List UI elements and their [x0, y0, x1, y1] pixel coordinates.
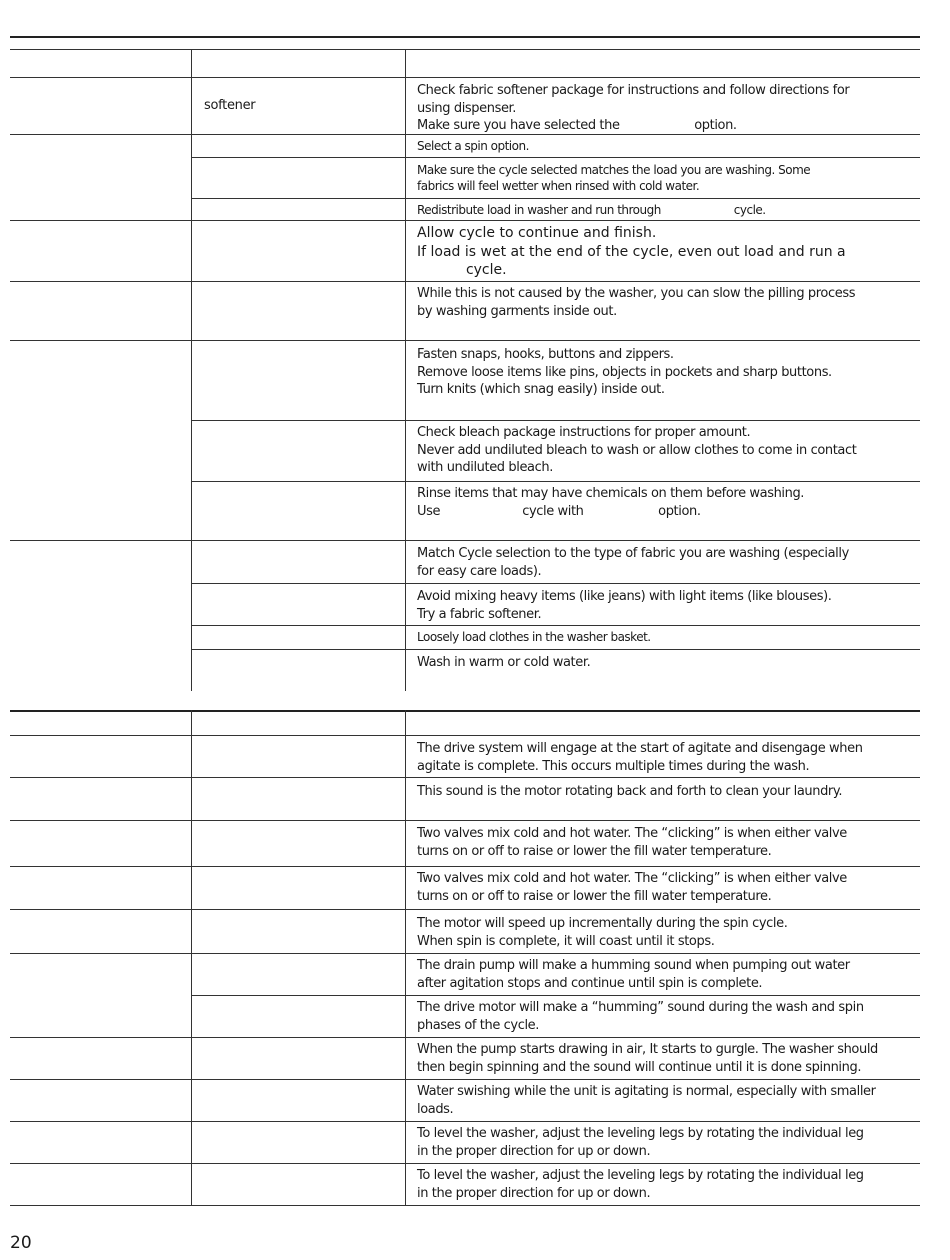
row-divider [192, 198, 920, 199]
explanation-cell: Water swishing while the unit is agitating is normal, especially with smaller loads. [417, 1084, 876, 1117]
table2-column-divider [191, 710, 192, 1206]
solution-cell: Check bleach package instructions for proper amount. Never add undiluted bleach to wash or allow clothes to come in contact with undiluted bleach. [417, 425, 857, 475]
solution-cell: Select a spin option. [417, 139, 529, 153]
solution-cell: Check fabric softener package for instructions and follow directions for using dispenser. Make sure you have selected the option. [417, 83, 850, 133]
row-divider [10, 1079, 920, 1080]
solution-cell: Avoid mixing heavy items (like jeans) with light items (like blouses). Try a fabric softener. [417, 589, 832, 622]
table1-header-top [10, 49, 920, 50]
row-divider [192, 481, 920, 482]
table2-column-divider [405, 710, 406, 1206]
solution-cell: Loosely load clothes in the washer basket. [417, 630, 651, 644]
explanation-cell: Two valves mix cold and hot water. The “clicking” is when either valve turns on or off to raise or lower the fill water temperature. [417, 826, 847, 859]
solution-cell: Fasten snaps, hooks, buttons and zippers. Remove loose items like pins, objects in pockets and sharp buttons. Turn knits (which snag easily) inside out. [417, 347, 832, 397]
solution-cell: Rinse items that may have chemicals on them before washing. Use cycle with option. [417, 486, 805, 519]
row-divider [192, 995, 920, 996]
cause-text: softener [204, 98, 256, 113]
page-number: 20 [10, 1233, 32, 1253]
row-divider [192, 583, 920, 584]
table2-header-top [10, 710, 920, 712]
explanation-cell: To level the washer, adjust the leveling legs by rotating the individual leg in the proper direction for up or down. [417, 1126, 864, 1159]
explanation-cell: The drive system will engage at the start of agitate and disengage when agitate is complete. This occurs multiple times during the wash. [417, 741, 863, 774]
solution-cell: Match Cycle selection to the type of fabric you are washing (especially for easy care loads). [417, 546, 849, 579]
row-divider [10, 340, 920, 341]
explanation-cell: The motor will speed up incrementally during the spin cycle. When spin is complete, it will coast until it stops. [417, 916, 788, 949]
row-divider [192, 420, 920, 421]
row-divider [10, 281, 920, 282]
solution-cell: Allow cycle to continue and finish. If load is wet at the end of the cycle, even out load and run a cycle. [417, 225, 846, 278]
explanation-cell: When the pump starts drawing in air, It starts to gurgle. The washer should then begin spinning and the sound will continue until it is done spinning. [417, 1042, 878, 1075]
row-divider [10, 1121, 920, 1122]
row-divider [192, 649, 920, 650]
row-divider [10, 777, 920, 778]
table2-header-bottom [10, 735, 920, 736]
solution-cell: Wash in warm or cold water. [417, 655, 591, 670]
row-divider [10, 820, 920, 821]
explanation-cell: The drain pump will make a humming sound when pumping out water after agitation stops and continue until spin is complete. [417, 958, 850, 991]
row-divider [10, 220, 920, 221]
explanation-cell: The drive motor will make a “humming” sound during the wash and spin phases of the cycle. [417, 1000, 864, 1033]
solution-cell: Redistribute load in washer and run through cycle. [417, 203, 766, 217]
explanation-cell: This sound is the motor rotating back and forth to clean your laundry. [417, 784, 843, 799]
solution-cell: Make sure the cycle selected matches the load you are washing. Some fabrics will feel wetter when rinsed with cold water. [417, 163, 811, 193]
top-rule [10, 36, 920, 38]
explanation-cell: Two valves mix cold and hot water. The “clicking” is when either valve turns on or off to raise or lower the fill water temperature. [417, 871, 847, 904]
row-divider [10, 866, 920, 867]
row-divider [192, 625, 920, 626]
row-divider [10, 953, 920, 954]
row-divider [10, 909, 920, 910]
table1-column-divider [405, 49, 406, 691]
solution-cell: While this is not caused by the washer, you can slow the pilling process by washing garments inside out. [417, 286, 856, 319]
row-divider [10, 1037, 920, 1038]
table1-column-divider [191, 49, 192, 691]
row-divider [10, 1163, 920, 1164]
table1-header-bottom [10, 77, 920, 78]
row-divider [10, 540, 920, 541]
explanation-cell: To level the washer, adjust the leveling legs by rotating the individual leg in the proper direction for up or down. [417, 1168, 864, 1201]
table2-bottom [10, 1205, 920, 1206]
row-divider [192, 157, 920, 158]
